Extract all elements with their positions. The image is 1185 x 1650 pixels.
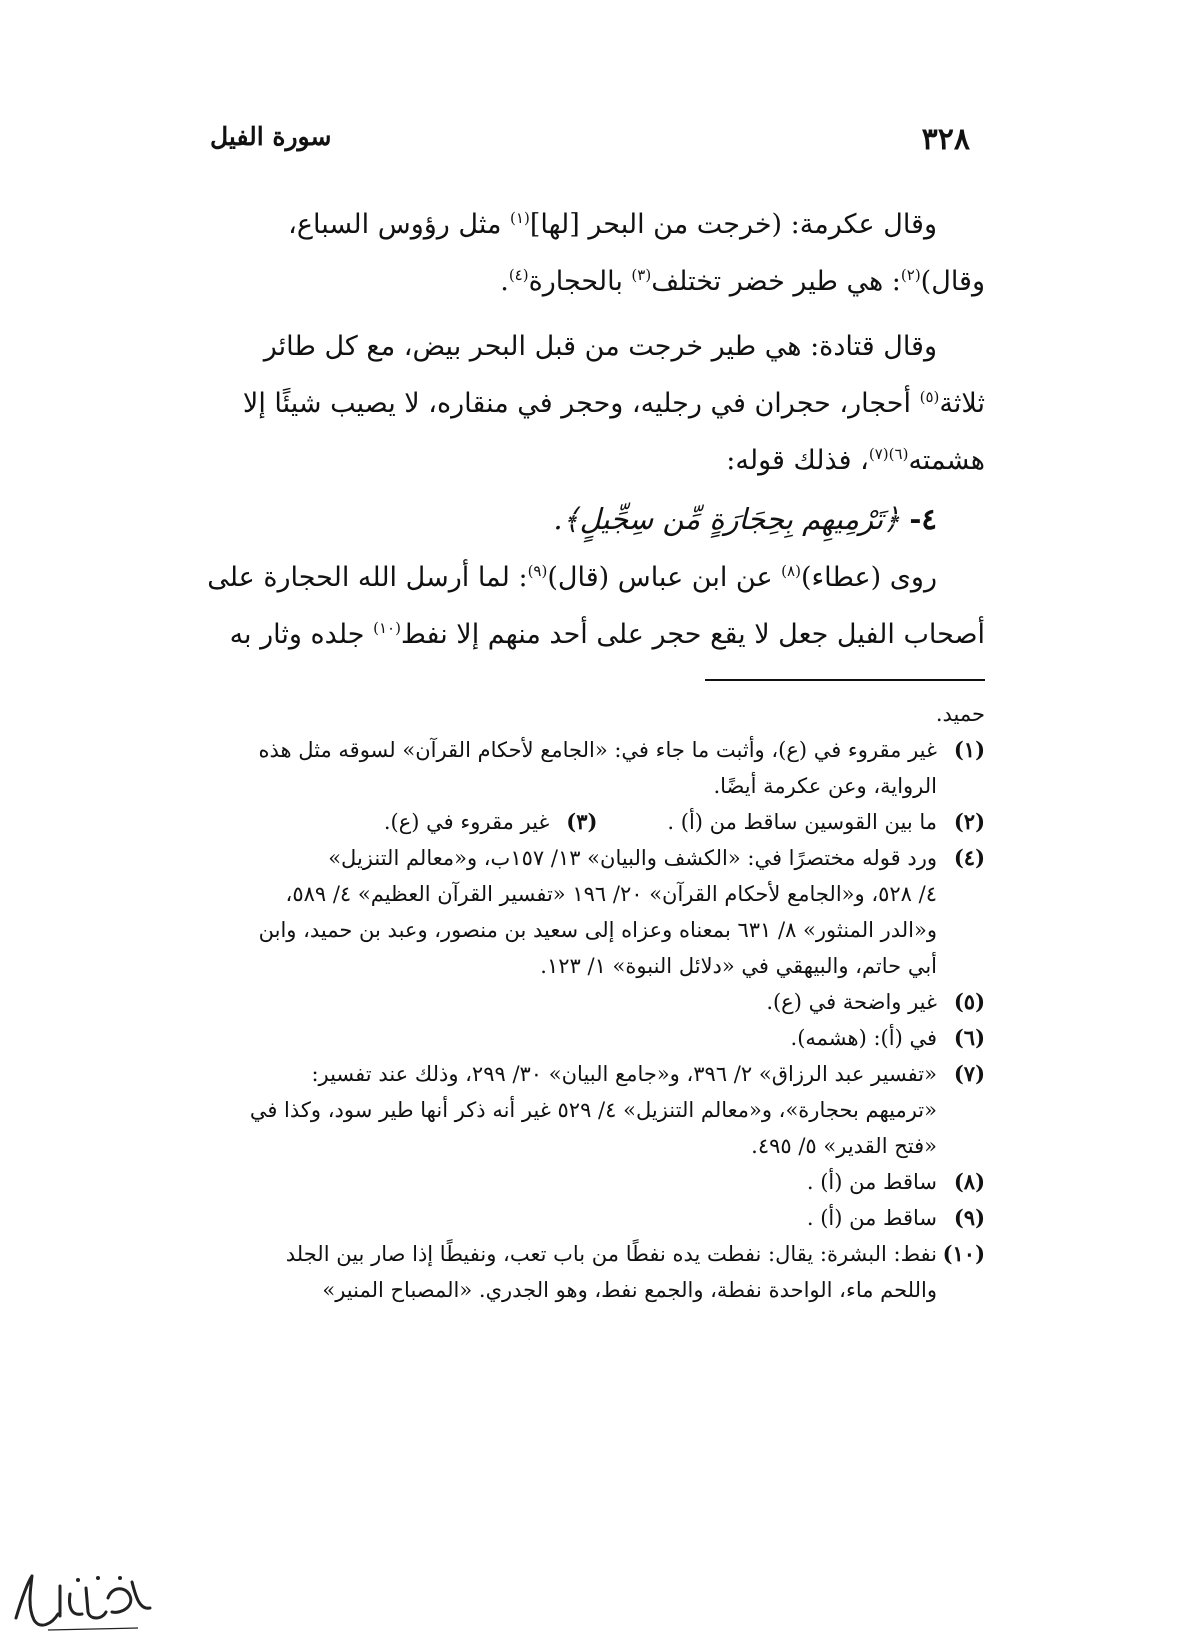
footnote-number: (٦) bbox=[953, 1025, 985, 1050]
footnote-ref: (٤) bbox=[508, 266, 529, 284]
footnote-number: (٩) bbox=[953, 1205, 985, 1230]
page-number: ٣٢٨ bbox=[921, 122, 970, 157]
footnote-number: (٤) bbox=[953, 845, 985, 870]
footnote-8: (٨)ساقط من (أ) . bbox=[135, 1164, 985, 1200]
footnote-number: (١) bbox=[953, 737, 985, 762]
verse-text: ﴿تَرْمِيهِم بِحِجَارَةٍ مِّن سِجِّيلٍ﴾. bbox=[553, 502, 901, 536]
footnote-10: (١٠)نفط: البشرة: يقال: نفطت يده نفطًا من باب تعب، ونفيطًا إذا صار بين الجلد bbox=[135, 1236, 985, 1272]
footnote-10-cont: واللحم ماء، الواحدة نفطة، والجمع نفط، وهو الجدري. «المصباح المنير» bbox=[322, 1278, 937, 1302]
footnote-ref: (٦)(٧) bbox=[868, 445, 909, 463]
footnote-ref: (٢) bbox=[900, 266, 921, 284]
text-line: روى (عطاء)$^{(٨)}$ عن ابن عباس (قال)$^{(٩)}$: لما أرسل الله الحجارة على bbox=[207, 562, 937, 593]
footnote-2-3: (٢)ما بين القوسين ساقط من (أ) .(٣)غير مقروء في (ع). bbox=[135, 804, 985, 840]
calligraphy-logo-icon bbox=[8, 1568, 158, 1638]
page-header bbox=[210, 118, 970, 158]
footnote-separator bbox=[705, 679, 985, 681]
footnote-ref: (٣) bbox=[631, 266, 652, 284]
footnote-9: (٩)ساقط من (أ) . bbox=[135, 1200, 985, 1236]
footnote-ref: (٥) bbox=[919, 388, 940, 406]
logo-svg bbox=[8, 1568, 158, 1638]
footnote-ref: (١) bbox=[510, 209, 530, 227]
footnote-number: (٨) bbox=[953, 1169, 985, 1194]
footnote-7-cont: «ترميهم بحجارة»، و«معالم التنزيل» ٤/ ٥٢٩ غير أنه ذكر أنها طير سود، وكذا في bbox=[249, 1098, 937, 1122]
footnote-4-cont: ٤/ ٥٢٨، و«الجامع لأحكام القرآن» ٢٠/ ١٩٦ «تفسير القرآن العظيم» ٤/ ٥٨٩، bbox=[285, 882, 937, 906]
footnote-1-cont: الرواية، وعن عكرمة أيضًا. bbox=[713, 774, 937, 798]
surah-title: سورة الفيل bbox=[210, 122, 332, 151]
footnote-7: (٧)«تفسير عبد الرزاق» ٢/ ٣٩٦، و«جامع البيان» ٣٠/ ٢٩٩، وذلك عند تفسير: bbox=[135, 1056, 985, 1092]
main-text bbox=[135, 196, 985, 663]
footnote-ref: (٨) bbox=[781, 562, 801, 580]
footnote-ref: (١٠) bbox=[373, 619, 401, 637]
footnote-7-cont: «فتح القدير» ٥/ ٤٩٥. bbox=[751, 1134, 937, 1158]
footnote-4: (٤)ورد قوله مختصرًا في: «الكشف والبيان» ١٣/ ١٥٧ب، و«معالم التنزيل» bbox=[135, 840, 985, 876]
footnote-number: (١٠) bbox=[942, 1241, 985, 1266]
text-line: وقال عكرمة: (خرجت من البحر [لها]$^{(١)}$ مثل رؤوس السباع، bbox=[288, 209, 937, 240]
text-line: ثلاثة$^{(٥)}$ أحجار، حجران في رجليه، وحجر في منقاره، لا يصيب شيئًا إلا bbox=[242, 388, 985, 419]
footnote-ref: (٩) bbox=[527, 562, 548, 580]
footnote-4-cont: أبي حاتم، والبيهقي في «دلائل النبوة» ١/ ١٢٣. bbox=[540, 954, 937, 978]
text-line: هشمته$^{(٦)(٧)}$، فذلك قوله: bbox=[726, 445, 985, 476]
text-line: وقال قتادة: هي طير خرجت من قبل البحر بيض، مع كل طائر bbox=[263, 331, 937, 362]
text-line: أصحاب الفيل جعل لا يقع حجر على أحد منهم إلا نفط$^{(١٠)}$ جلده وثار به bbox=[229, 619, 985, 650]
footnote-5: (٥)غير واضحة في (ع). bbox=[135, 984, 985, 1020]
footnote-number: (٥) bbox=[953, 989, 985, 1014]
footnote-number: (٢) bbox=[953, 809, 985, 834]
footnote-1: (١)غير مقروء في (ع)، وأثبت ما جاء في: «الجامع لأحكام القرآن» لسوقه مثل هذه bbox=[135, 732, 985, 768]
quran-verse bbox=[135, 489, 985, 549]
footnote-6: (٦)في (أ): (هشمه). bbox=[135, 1020, 985, 1056]
verse-number: ٤- bbox=[909, 502, 937, 536]
footnotes bbox=[135, 696, 985, 1308]
footnote-4-cont: و«الدر المنثور» ٨/ ٦٣١ بمعناه وعزاه إلى سعيد بن منصور، وعبد بن حميد، وابن bbox=[258, 918, 937, 942]
text-line: وقال)$^{(٢)}$: هي طير خضر تختلف$^{(٣)}$ بالحجارة$^{(٤)}$. bbox=[500, 266, 985, 297]
footnote-carryover: حميد. bbox=[935, 702, 985, 726]
footnote-number: (٣) bbox=[566, 809, 598, 834]
footnote-number: (٧) bbox=[953, 1061, 985, 1086]
